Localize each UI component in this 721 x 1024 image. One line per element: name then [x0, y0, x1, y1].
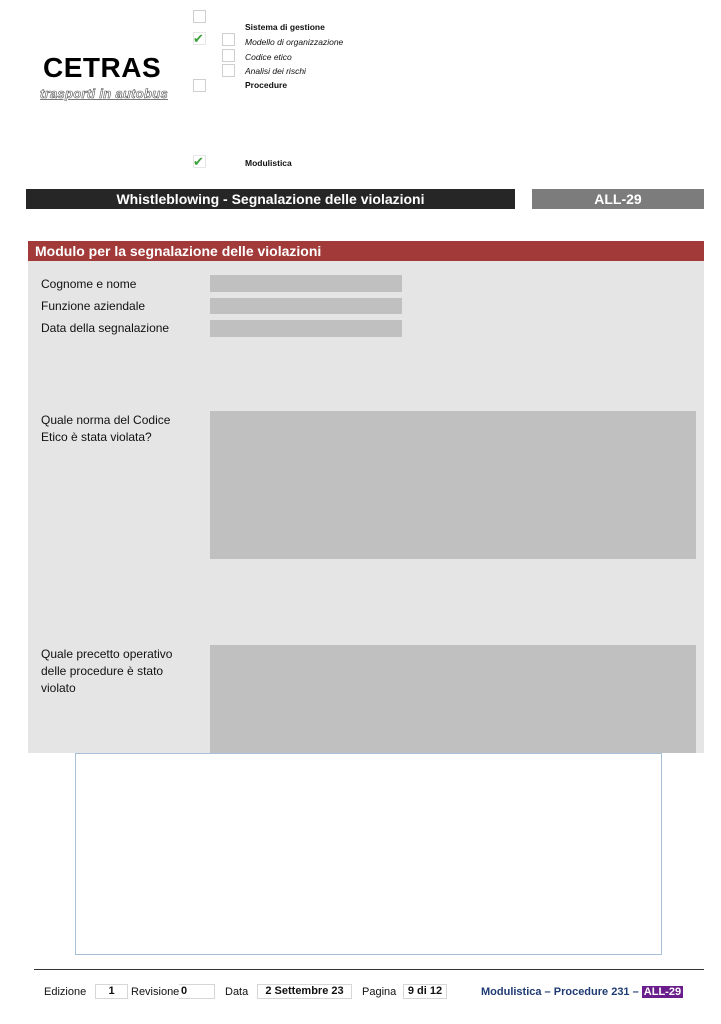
category-label: Modulistica — [245, 158, 292, 168]
page-label: Pagina — [362, 986, 397, 998]
question-label-code-of-ethics: Quale norma del Codice Etico è stata violata? — [41, 413, 171, 444]
edition-value: 1 — [95, 984, 128, 999]
function-field[interactable] — [210, 298, 402, 314]
checkbox-sub — [222, 33, 235, 46]
text-box[interactable] — [75, 753, 662, 955]
category-label: Sistema di gestione — [245, 22, 325, 32]
document-code: ALL-29 — [532, 189, 704, 209]
procedure-violation-field[interactable] — [210, 645, 696, 753]
checkbox-procedure[interactable] — [193, 79, 206, 92]
field-label-date: Data della segnalazione — [41, 321, 170, 335]
category-label: Codice etico — [245, 52, 292, 62]
checkbox-analisi-dei-rischi[interactable] — [222, 64, 235, 77]
date-label: Data — [225, 986, 249, 998]
name-field[interactable] — [210, 275, 402, 292]
company-logo: CETRAS — [43, 52, 162, 83]
checkbox-codice-etico[interactable] — [222, 49, 235, 62]
checkmark-icon: ✔ — [193, 31, 204, 46]
field-label-name: Cognome e nome — [41, 277, 137, 291]
edition-label: Edizione — [44, 986, 87, 998]
category-label: Procedure — [245, 80, 288, 90]
document-title: Whistleblowing - Segnalazione delle violazioni — [26, 189, 515, 209]
field-label-function: Funzione aziendale — [41, 299, 146, 313]
footer-divider — [34, 969, 704, 970]
date-field[interactable] — [210, 320, 402, 337]
doc-ref-code: ALL-29 — [643, 986, 682, 998]
company-tagline: trasporti in autobus — [40, 86, 169, 101]
revision-label: Revisione — [131, 986, 180, 998]
checkbox-sistema-di-gestione[interactable] — [193, 10, 206, 23]
form-title: Modulo per la segnalazione delle violazioni — [28, 241, 704, 261]
page-value: 9 di 12 — [403, 984, 447, 999]
revision-value: 0 — [179, 984, 215, 999]
category-label: Modello di organizzazione — [245, 37, 344, 47]
question-label-procedure: Quale precetto operativo delle procedure è stato violato — [41, 647, 173, 695]
category-label: Analisi dei rischi — [245, 66, 306, 76]
date-value: 2 Settembre 23 — [257, 984, 352, 999]
code-of-ethics-violation-field[interactable] — [210, 411, 696, 559]
doc-ref-text: Modulistica – Procedure 231 – — [481, 986, 639, 998]
document-reference — [481, 985, 683, 1000]
checkmark-icon: ✔ — [193, 154, 204, 169]
